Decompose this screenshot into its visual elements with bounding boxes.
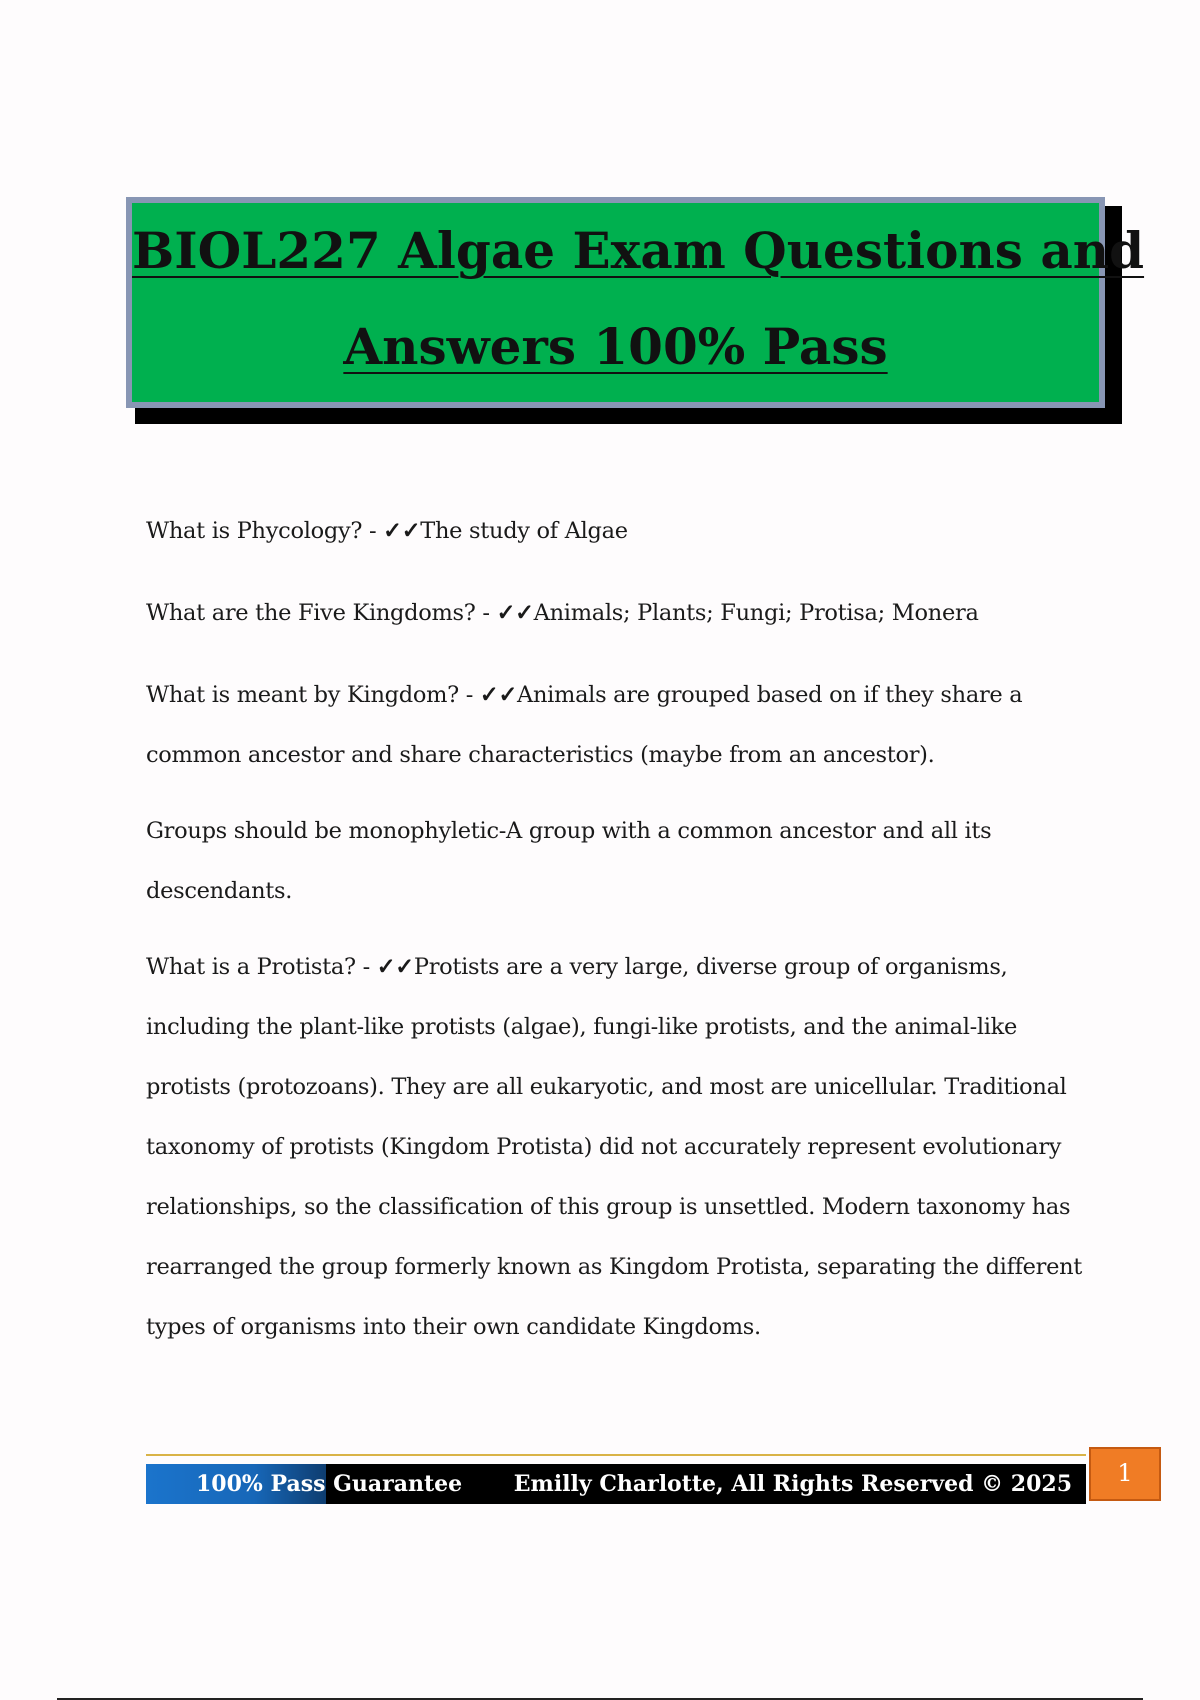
document-title-line-2: Answers 100% Pass — [343, 317, 888, 376]
check-mark-icon: ✓✓ — [496, 600, 534, 626]
answer-text: Animals are grouped based on if they share a common ancestor and share characteristics (maybe from an ancestor). — [146, 682, 1023, 768]
question-text: What is meant by Kingdom? - — [146, 682, 480, 708]
qa-item-kingdom-meaning — [146, 665, 1096, 785]
check-mark-icon: ✓✓ — [376, 954, 414, 980]
footer-guarantee: 100% Pass Guarantee — [196, 1471, 463, 1497]
page-number: 1 — [1089, 1447, 1161, 1501]
title-banner — [126, 197, 1145, 408]
footer-divider — [146, 1454, 1086, 1456]
qa-item-five-kingdoms — [146, 583, 1096, 643]
answer-text: Protists are a very large, diverse group of organisms, including the plant-like protists (algae), fungi-like protists, and the animal-like protists (protozoans). They are all eukaryotic, and most are unicellular. Traditional taxonomy of protists (Kingdom Protista) did not accurately represent evolutionary relationships, so the classification of this group is unsettled. Modern taxonomy has rearranged the group formerly known as Kingdom Protista, separating the different types of organisms into their own candidate Kingdoms. — [146, 954, 1083, 1340]
qa-item-phycology — [146, 501, 1096, 561]
qa-item-monophyletic — [146, 801, 1096, 921]
question-text: What is a Protista? - — [146, 954, 377, 980]
qa-item-protista — [146, 937, 1096, 1357]
question-text: What is Phycology? - — [146, 518, 384, 544]
answer-text: The study of Algae — [420, 518, 628, 544]
question-text: What are the Five Kingdoms? - — [146, 600, 497, 626]
answer-text: Animals; Plants; Fungi; Protisa; Monera — [533, 600, 979, 626]
footer-bar — [146, 1464, 1086, 1504]
document-title-line-1: BIOL227 Algae Exam Questions and — [132, 221, 1145, 280]
footer-copyright: Emilly Charlotte, All Rights Reserved © 2025 — [513, 1471, 1072, 1497]
answer-text: Groups should be monophyletic-A group with a common ancestor and all its descendants. — [146, 818, 992, 904]
check-mark-icon: ✓✓ — [479, 682, 517, 708]
document-body — [146, 501, 1096, 1379]
check-mark-icon: ✓✓ — [383, 518, 421, 544]
